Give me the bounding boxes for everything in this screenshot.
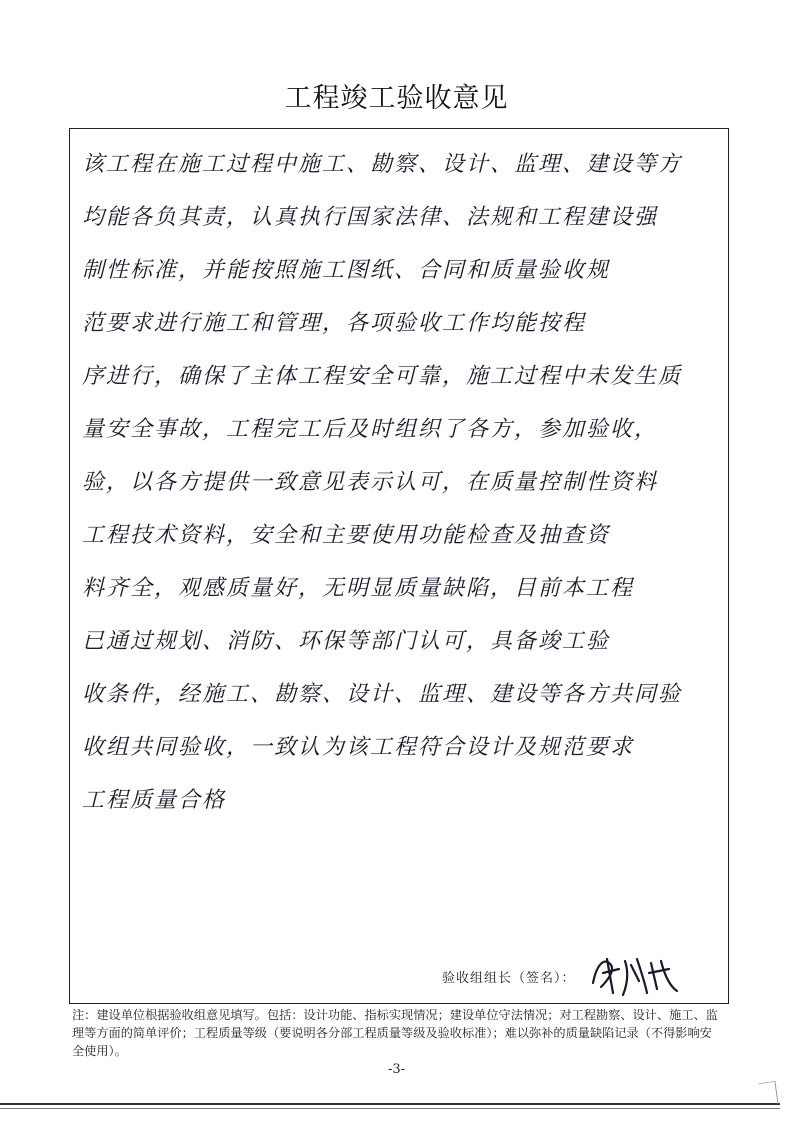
document-title: 工程竣工验收意见	[284, 83, 509, 114]
handwritten-line: 均能各负其责，认真执行国家法律、法规和工程建设强	[82, 205, 659, 230]
handwritten-line: 序进行，确保了主体工程安全可靠，施工过程中未发生质	[82, 364, 683, 389]
bottom-rule	[0, 1103, 780, 1105]
handwritten-line: 工程技术资料，安全和主要使用功能检查及抽查资	[82, 523, 611, 548]
handwritten-opinion	[82, 151, 697, 840]
opinion-box	[69, 128, 729, 1004]
handwritten-line: 该工程在施工过程中施工、勘察、设计、监理、建设等方	[82, 152, 683, 177]
handwritten-line: 已通过规划、消防、环保等部门认可，具备竣工验	[82, 629, 611, 654]
scan-mark	[758, 1081, 778, 1106]
handwritten-line: 收条件，经施工、勘察、设计、监理、建设等各方共同验	[82, 682, 683, 707]
handwritten-line: 工程质量合格	[82, 788, 227, 813]
signature-label: 验收组组长（签名）：	[442, 970, 576, 985]
handwritten-line: 收组共同验收，一致认为该工程符合设计及规范要求	[82, 735, 635, 760]
page-number: -3-	[387, 1062, 406, 1077]
instruction-note: 注：建设单位根据验收组意见填写。包括：设计功能、指标实现情况；建设单位守法情况；对工程勘察、设计、施工、监理等方面的简单评价；工程质量等级（要说明各分部工程质量等级及验收标准）；难以弥补的质量缺陷记录（不得影响安全使用）。	[72, 1008, 718, 1058]
handwritten-signature	[585, 943, 685, 1003]
handwritten-line: 料齐全，观感质量好，无明显质量缺陷，目前本工程	[82, 576, 635, 601]
handwritten-line: 量安全事故，工程完工后及时组织了各方，参加验收，	[82, 417, 659, 442]
handwritten-line: 制性标准，并能按照施工图纸、合同和质量验收规	[82, 258, 611, 283]
handwritten-line: 范要求进行施工和管理，各项验收工作均能按程	[82, 311, 587, 336]
handwritten-line: 验，以各方提供一致意见表示认可，在质量控制性资料	[82, 470, 659, 495]
bottom-rule-thin	[0, 1108, 780, 1109]
